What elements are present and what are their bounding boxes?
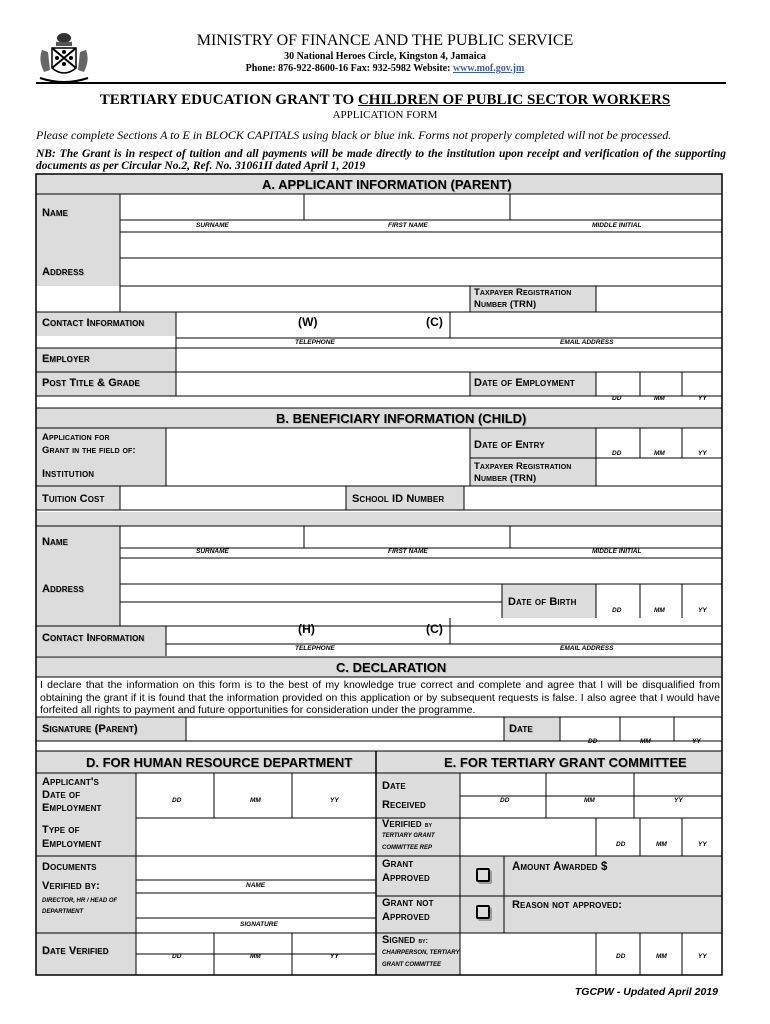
grant-label: Grant: [382, 858, 414, 870]
employer-input[interactable]: [177, 349, 721, 371]
section-d-heading: D. FOR HUMAN RESOURCE DEPARTMENT: [86, 755, 353, 770]
applicant-email-input[interactable]: [451, 313, 721, 337]
mm-caption: MM: [656, 841, 667, 848]
date-employment-label: Date of Employment: [474, 377, 575, 389]
signature-parent-label: Signature (Parent): [42, 723, 138, 735]
type-of-label: Type of: [42, 824, 80, 836]
title-part2: CHILDREN OF PUBLIC SECTOR WORKERS: [357, 92, 671, 108]
phone-fax: Phone: 876-922-8600-16 Fax: 932-5982 Website:: [245, 63, 453, 74]
telephone-caption: TELEPHONE: [295, 339, 335, 346]
applicant-middle-initial-input[interactable]: [511, 195, 721, 219]
applicant-trn-label: Taxpayer Registration Number (TRN): [474, 287, 572, 310]
by-word: by: [424, 822, 433, 829]
ministry-name: MINISTRY OF FINANCE AND THE PUBLIC SERVICE: [196, 32, 574, 49]
applicants-label: Applicant's: [42, 776, 99, 788]
application-for-label: Application for: [42, 432, 110, 443]
footer-version: TGCPW - Updated April 2019: [574, 986, 718, 998]
firstname-caption: FIRST NAME: [388, 222, 428, 229]
chairperson-caption: CHAIRPERSON, TERTIARY: [382, 950, 460, 956]
employer-label: Employer: [42, 353, 90, 365]
verifier-rep-field[interactable]: [461, 819, 595, 855]
section-e-heading: E. FOR TERTIARY GRANT COMMITTEE: [444, 755, 687, 770]
email-caption: EMAIL ADDRESS: [560, 645, 614, 652]
applicant-contact-label: Contact Information: [42, 317, 145, 329]
type-employment-label: Employment: [42, 838, 102, 850]
employment-label: Employment: [42, 802, 102, 814]
by2-word: by:: [418, 938, 429, 945]
tertiary-grant-caption: TERTIARY GRANT: [382, 833, 435, 839]
mm-caption: MM: [640, 738, 651, 745]
dd-caption: DD: [616, 953, 626, 960]
dd-caption: DD: [612, 607, 622, 614]
received-label: Received: [382, 799, 426, 811]
post-title-label: Post Title & Grade: [42, 377, 140, 389]
school-id-label: School ID Number: [352, 493, 445, 505]
school-id-input[interactable]: [465, 487, 721, 509]
dd-caption: DD: [500, 797, 510, 804]
grant-field-label: Grant in the field of:: [42, 445, 136, 456]
surname-caption: SURNAME: [196, 222, 229, 229]
mm-caption: MM: [250, 797, 261, 804]
applicant-address-label: Address: [42, 266, 84, 278]
beneficiary-trn-label: Taxpayer Registration Number (TRN): [474, 461, 572, 484]
mm-caption: MM: [584, 797, 595, 804]
grant-not-approved-checkbox[interactable]: [476, 905, 490, 919]
applicant-telephone-input[interactable]: [177, 313, 449, 337]
tuition-cost-label: Tuition Cost: [42, 493, 105, 505]
date-label: Date: [382, 780, 406, 792]
type-employment-input[interactable]: [137, 819, 375, 855]
yy-caption: YY: [698, 450, 707, 457]
middle-initial-caption: MIDDLE INITIAL: [592, 222, 642, 229]
committee-rep-caption: COMMITTEE REP: [382, 845, 433, 851]
website-link[interactable]: www.mof.gov.jm: [452, 63, 525, 74]
ministry-address: 30 National Heroes Circle, Kingston 4, Jamaica: [284, 51, 486, 62]
beneficiary-firstname-input[interactable]: [305, 527, 509, 547]
declaration-date-label: Date: [509, 723, 533, 735]
section-a-heading: A. APPLICANT INFORMATION (PARENT): [262, 177, 512, 192]
mm-caption: MM: [654, 395, 665, 402]
applicant-trn-input[interactable]: [597, 287, 721, 311]
beneficiary-address-label: Address: [42, 583, 84, 595]
grant-field-input[interactable]: [167, 429, 469, 485]
cell-phone-label: (C): [426, 315, 443, 329]
applicant-firstname-input[interactable]: [305, 195, 509, 219]
surname-caption: SURNAME: [196, 548, 229, 555]
approved-label: Approved: [382, 872, 430, 884]
yy-caption: YY: [698, 841, 707, 848]
post-title-input[interactable]: [177, 373, 469, 395]
signature-caption: SIGNATURE: [240, 921, 278, 928]
verified-word: Verified: [382, 818, 422, 830]
verified-label: [382, 818, 432, 832]
dd-caption: DD: [588, 738, 598, 745]
director-caption: DIRECTOR, HR / HEAD OF: [42, 898, 118, 904]
dd-caption: DD: [612, 450, 622, 457]
dd-caption: DD: [172, 797, 182, 804]
date-entry-label: Date of Entry: [474, 439, 545, 451]
yy-caption: YY: [674, 797, 683, 804]
yy-caption: YY: [698, 607, 707, 614]
mm-caption: MM: [654, 450, 665, 457]
institution-label: Institution: [42, 468, 95, 480]
beneficiary-telephone-input[interactable]: [167, 627, 449, 643]
applicant-name-label: Name: [42, 207, 69, 219]
beneficiary-email-input[interactable]: [451, 619, 721, 643]
date-verified-label: Date Verified: [42, 945, 109, 957]
cell-phone-label: (C): [426, 622, 443, 636]
yy-caption: YY: [698, 395, 707, 402]
date-of-label: Date of: [42, 789, 81, 801]
approved2-label: Approved: [382, 911, 430, 923]
parent-signature-field[interactable]: [187, 718, 503, 740]
date-birth-label: Date of Birth: [508, 596, 577, 608]
mm-caption: MM: [654, 607, 665, 614]
verifier-name-input[interactable]: [137, 857, 375, 879]
firstname-caption: FIRST NAME: [388, 548, 428, 555]
grant-approved-checkbox[interactable]: [476, 868, 490, 882]
beneficiary-trn-input[interactable]: [597, 459, 721, 485]
dd-caption: DD: [612, 395, 622, 402]
beneficiary-contact-label: Contact Information: [42, 632, 145, 644]
reason-label: Reason not approved:: [512, 899, 622, 911]
mm-caption: MM: [656, 953, 667, 960]
beneficiary-address-input[interactable]: [121, 559, 721, 583]
department-caption: DEPARTMENT: [42, 909, 84, 915]
grant-committee-caption: GRANT COMMITTEE: [382, 962, 441, 968]
applicant-address-input[interactable]: [121, 233, 721, 285]
yy-caption: YY: [692, 738, 701, 745]
mm-caption: MM: [250, 953, 261, 960]
section-b-heading: B. BENEFICIARY INFORMATION (CHILD): [276, 411, 527, 426]
middle-initial-caption: MIDDLE INITIAL: [592, 548, 642, 555]
dd-caption: DD: [172, 953, 182, 960]
tuition-cost-input[interactable]: [121, 487, 345, 509]
instructions: Please complete Sections A to E in BLOCK CAPITALS using black or blue ink. Forms not properly completed will not be processed.: [36, 128, 672, 142]
email-caption: EMAIL ADDRESS: [560, 339, 614, 346]
home-phone-label: (H): [298, 622, 315, 636]
verifier-signature-field[interactable]: [137, 894, 375, 917]
beneficiary-middle-initial-input[interactable]: [511, 527, 721, 547]
yy-caption: YY: [330, 953, 339, 960]
applicant-surname-input[interactable]: [121, 195, 303, 219]
section-c-heading: C. DECLARATION: [336, 660, 447, 675]
verified-by-label: Verified by:: [42, 880, 100, 892]
signed-label: [382, 934, 428, 948]
title-part1: TERTIARY EDUCATION GRANT TO: [99, 92, 358, 108]
beneficiary-name-label: Name: [42, 536, 69, 548]
grant-not-label: Grant not: [382, 897, 434, 909]
amount-awarded-label: Amount Awarded $: [512, 861, 608, 873]
form-subtitle: APPLICATION FORM: [332, 109, 438, 121]
yy-caption: YY: [698, 953, 707, 960]
beneficiary-surname-input[interactable]: [121, 527, 303, 547]
chairperson-signature-field[interactable]: [461, 934, 595, 974]
nb-note: NB: The Grant is in respect of tuition and all payments will be made directly to the institution upon receipt and verification of the supporting documents as per Circular No.2, Ref. No. 31061II dated April 1, 2019: [36, 148, 726, 172]
yy-caption: YY: [330, 797, 339, 804]
signed-word: Signed: [382, 934, 416, 946]
telephone-caption: TELEPHONE: [295, 645, 335, 652]
declaration-text: I declare that the information on this form is to the best of my knowledge true correct and complete and agree that I will be disqualified from obtaining the grant if it is found that the information provided on this application or by subsequent requests is false. I also agree that I would have forfeited all rights to payment and future opportunities for consideration under the programme.: [40, 679, 720, 716]
documents-label: Documents: [42, 861, 97, 873]
name-caption: NAME: [246, 882, 266, 889]
work-phone-label: (W): [298, 315, 318, 329]
dd-caption: DD: [616, 841, 626, 848]
